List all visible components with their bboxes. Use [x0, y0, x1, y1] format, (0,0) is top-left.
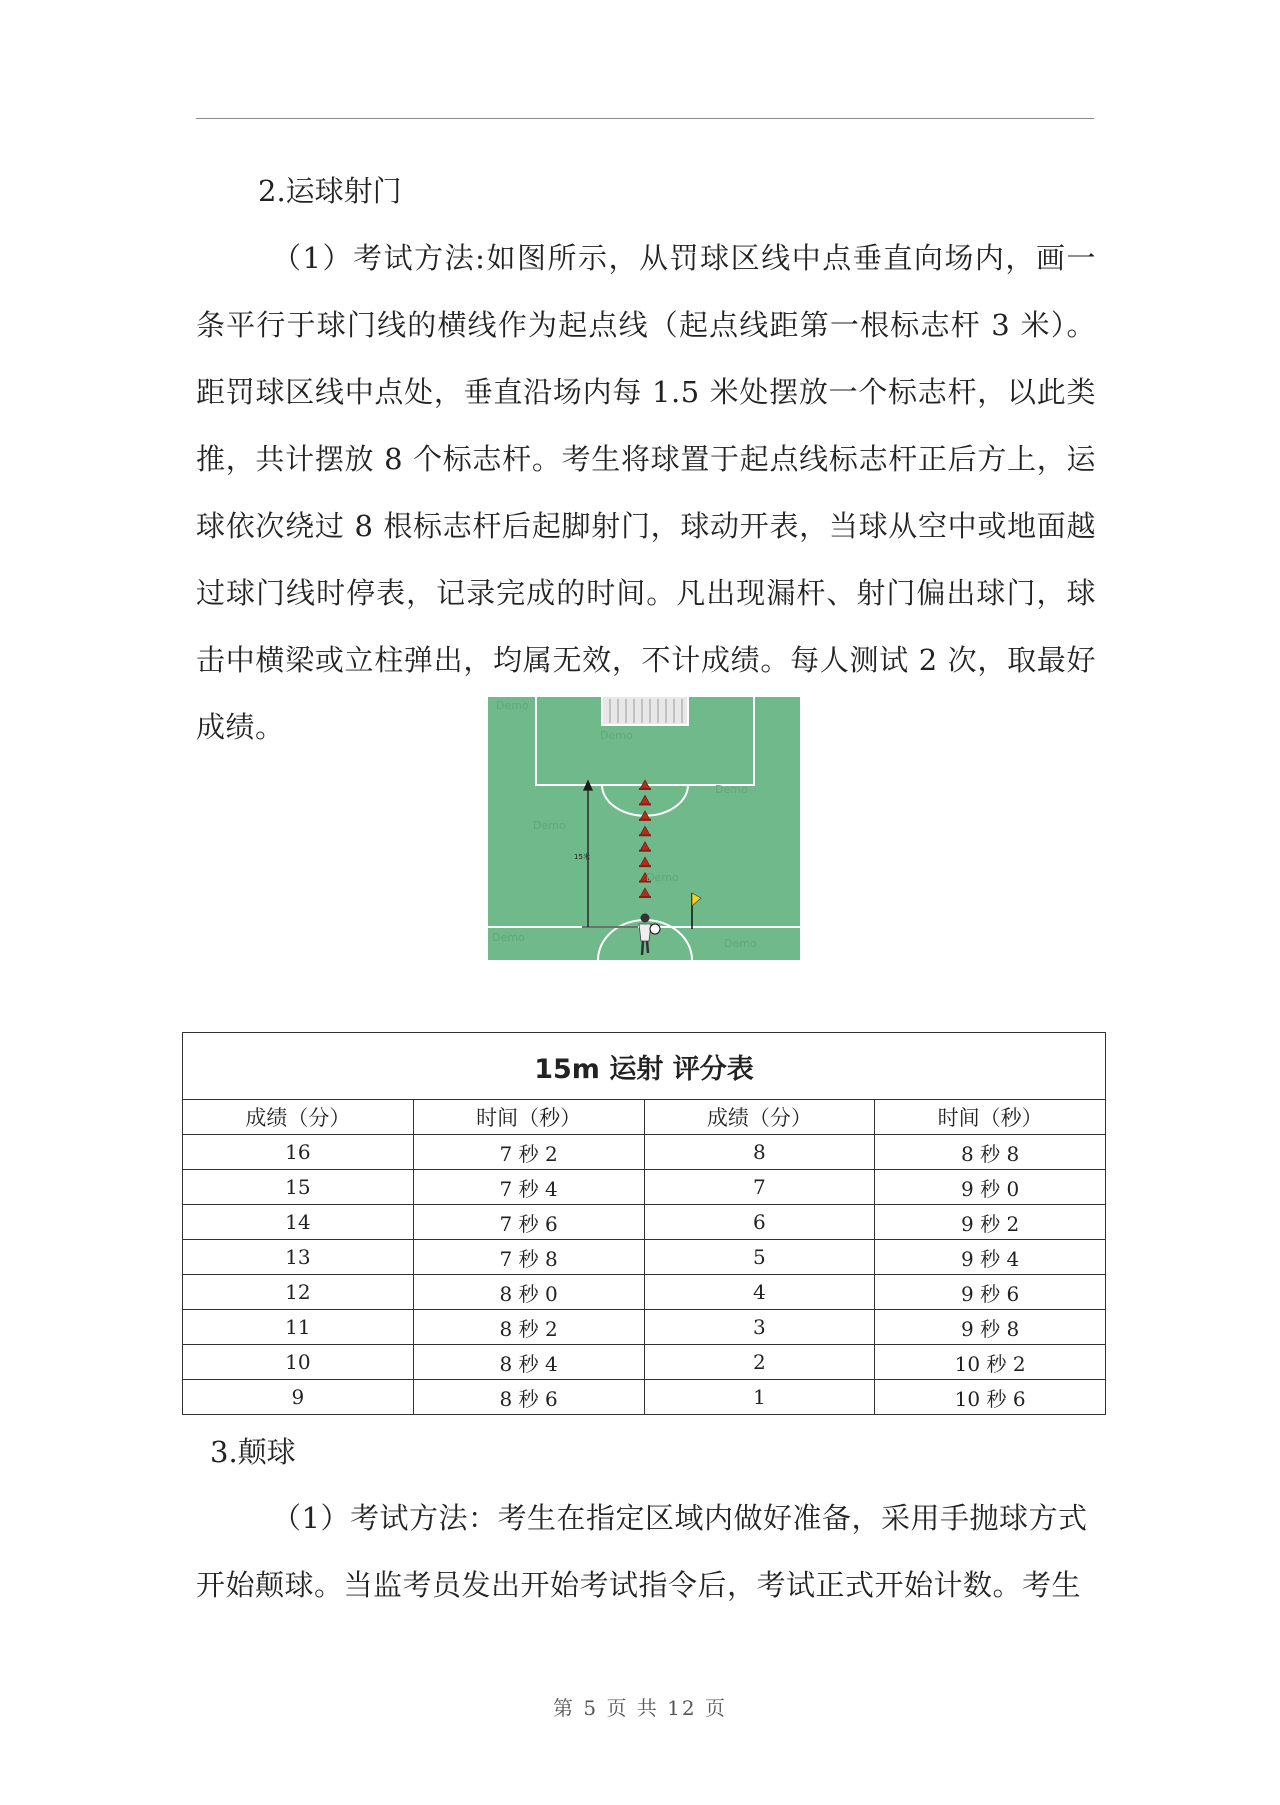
table-row	[183, 1170, 1106, 1205]
table-cell: 2	[644, 1345, 875, 1380]
table-cell: 15	[183, 1170, 414, 1205]
table-title: 15m 运射 评分表	[183, 1033, 1106, 1100]
header-score: 成绩（分）	[644, 1100, 875, 1135]
table-cell: 9 秒 8	[875, 1310, 1106, 1345]
marker-cone-base	[639, 819, 651, 821]
table-cell: 7 秒 2	[413, 1135, 644, 1170]
table-cell: 8	[644, 1135, 875, 1170]
table-cell: 8 秒 4	[413, 1345, 644, 1380]
table-cell: 8 秒 6	[413, 1380, 644, 1415]
table-cell: 4	[644, 1275, 875, 1310]
distance-label: 15米	[574, 853, 590, 861]
table-cell: 10 秒 6	[875, 1380, 1106, 1415]
watermark: Demo	[724, 937, 757, 950]
table-cell: 8 秒 0	[413, 1275, 644, 1310]
section-heading-juggling: 3.颠球	[210, 1435, 296, 1469]
section-paragraph-juggling: （1）考试方法：考生在指定区域内做好准备，采用手抛球方式开始颠球。当监考员发出开始考试指令后，考试正式开始计数。考生	[196, 1501, 1088, 1602]
table-cell: 6	[644, 1205, 875, 1240]
table-cell: 9 秒 2	[875, 1205, 1106, 1240]
page-footer: 第 5 页 共 12 页	[553, 1696, 727, 1720]
table-cell: 3	[644, 1310, 875, 1345]
table-cell: 7 秒 4	[413, 1170, 644, 1205]
table-cell: 14	[183, 1205, 414, 1240]
table-cell: 12	[183, 1275, 414, 1310]
watermark: Demo	[496, 699, 529, 712]
section-paragraph-dribble-shot: （1）考试方法:如图所示，从罚球区线中点垂直向场内，画一条平行于球门线的横线作为起点线（起点线距第一根标志杆 3 米）。距罚球区线中点处，垂直沿场内每 1.5 米处摆放一个标志杆，以此类推，共计摆放 8 个标志杆。考生将球置于起点线标志杆正后方上，运球依次绕过 8 根标志杆后起脚射门，球动开表，当球从空中或地面越过球门线时停表，记录完成的时间。凡出现漏杆、射门偏出球门，球击中横梁或立柱弹出，均属无效，不计成绩。每人测试 2 次，取最好成绩。	[196, 241, 1096, 744]
table-cell: 7	[644, 1170, 875, 1205]
table-cell: 10	[183, 1345, 414, 1380]
table-cell: 9 秒 6	[875, 1275, 1106, 1310]
marker-cone-base	[639, 896, 651, 898]
table-cell: 9	[183, 1380, 414, 1415]
watermark: Demo	[646, 871, 679, 884]
header-time: 时间（秒）	[875, 1100, 1106, 1135]
table-cell: 11	[183, 1310, 414, 1345]
table-cell: 1	[644, 1380, 875, 1415]
watermark: Demo	[533, 819, 566, 832]
table-cell: 7 秒 8	[413, 1240, 644, 1275]
table-row	[183, 1240, 1106, 1275]
section-heading-dribble-shot: 2.运球射门	[258, 174, 402, 208]
table-cell: 8 秒 2	[413, 1310, 644, 1345]
marker-cone-base	[639, 850, 651, 852]
table-cell: 10 秒 2	[875, 1345, 1106, 1380]
field-diagram	[488, 697, 800, 960]
goal	[602, 697, 688, 725]
table-row	[183, 1345, 1106, 1380]
table-row	[183, 1275, 1106, 1310]
header-time: 时间（秒）	[413, 1100, 644, 1135]
watermark: Demo	[600, 729, 633, 742]
table-row	[183, 1310, 1106, 1345]
marker-cone-base	[639, 788, 651, 790]
table-row	[183, 1205, 1106, 1240]
table-cell: 16	[183, 1135, 414, 1170]
marker-cone-base	[639, 834, 651, 836]
table-cell: 9 秒 4	[875, 1240, 1106, 1275]
marker-cone-base	[639, 803, 651, 805]
watermark: Demo	[492, 931, 525, 944]
table-cell: 9 秒 0	[875, 1170, 1106, 1205]
table-cell: 13	[183, 1240, 414, 1275]
scoring-table	[182, 1032, 1106, 1415]
table-cell: 8 秒 8	[875, 1135, 1106, 1170]
table-row	[183, 1135, 1106, 1170]
table-cell: 5	[644, 1240, 875, 1275]
ball	[650, 924, 660, 934]
marker-cone-base	[639, 865, 651, 867]
table-header-row	[183, 1100, 1106, 1135]
header-score: 成绩（分）	[183, 1100, 414, 1135]
watermark: Demo	[715, 783, 748, 796]
table-cell: 7 秒 6	[413, 1205, 644, 1240]
header-rule	[196, 118, 1094, 119]
table-row	[183, 1380, 1106, 1415]
